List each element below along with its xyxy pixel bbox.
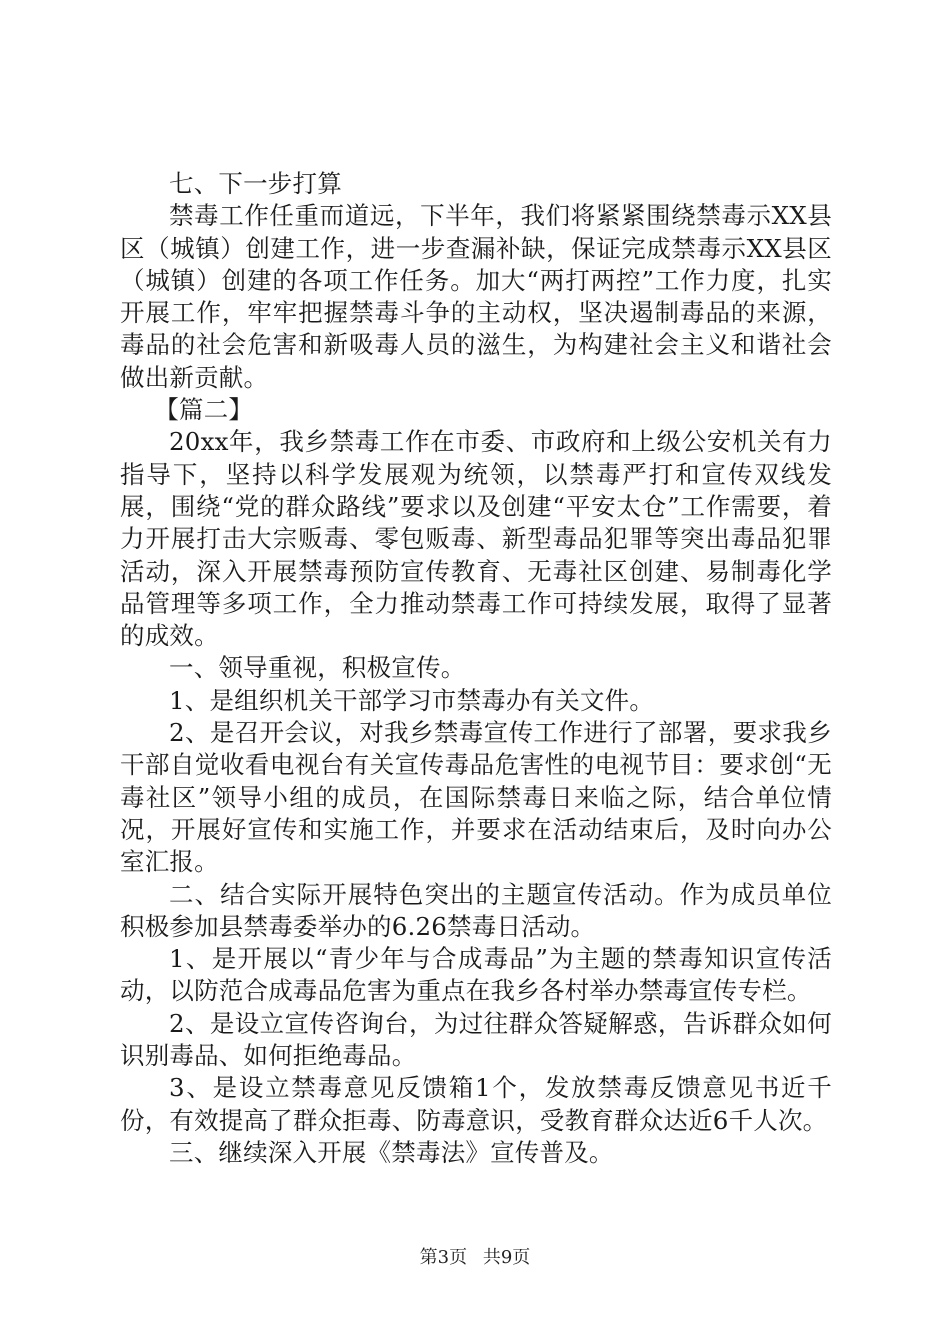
paragraph-plan: 禁毒工作任重而道远，下半年，我们将紧紧围绕禁毒示XX县区（城镇）创建工作，进一步查漏补缺，保证完成禁毒示XX县区（城镇）创建的各项工作任务。加大“两打两控”工作力度，扎实开展工作，牢牢把握禁毒斗争的主动权，坚决遏制毒品的来源，毒品的社会危害和新吸毒人员的滋生，为构建社会主义和谐社会做出新贡献。 — [120, 201, 832, 392]
paragraph-item-2-2: 2、是设立宣传咨询台，为过往群众答疑解惑，告诉群众如何识别毒品、如何拒绝毒品。 — [120, 1008, 832, 1071]
section-heading-three: 三、继续深入开展《禁毒法》宣传普及。 — [169, 1137, 614, 1167]
page-total: 共9页 — [482, 1247, 531, 1268]
document-body — [120, 168, 832, 1169]
part-two-title: 【篇二】 — [154, 395, 254, 425]
section-heading-one: 一、领导重视，积极宣传。 — [169, 653, 466, 683]
paragraph-item-2: 2、是召开会议，对我乡禁毒宣传工作进行了部署，要求我乡干部自觉收看电视台有关宣传毒品危害性的电视节目：要求创“无毒社区”领导小组的成员，在国际禁毒日来临之际，结合单位情况，开展好宣传和实施工作，并要求在活动结束后，及时向办公室汇报。 — [120, 718, 832, 877]
paragraph-item-1: 1、是组织机关干部学习市禁毒办有关文件。 — [169, 685, 655, 715]
section-heading-plan: 七、下一步打算 — [169, 169, 342, 198]
page-number: 第3页 — [419, 1247, 468, 1268]
section-heading-two: 二、结合实际开展特色突出的主题宣传活动。作为成员单位积极参加县禁毒委举办的6.26禁毒日活动。 — [120, 879, 832, 941]
page-footer — [0, 1243, 950, 1269]
paragraph-item-2-3: 3、是设立禁毒意见反馈箱1个，发放禁毒反馈意见书近千份，有效提高了群众拒毒、防毒意识，受教育群众达近6千人次。 — [120, 1073, 832, 1135]
paragraph-intro: 20xx年，我乡禁毒工作在市委、市政府和上级公安机关有力指导下，坚持以科学发展观为统领，以禁毒严打和宣传双线发展，围绕“党的群众路线”要求以及创建“平安太仓”工作需要，着力开展打击大宗贩毒、零包贩毒、新型毒品犯罪等突出毒品犯罪活动，深入开展禁毒预防宣传教育、无毒社区创建、易制毒化学品管理等多项工作，全力推动禁毒工作可持续发展，取得了显著的成效。 — [120, 427, 832, 651]
paragraph-item-2-1: 1、是开展以“青少年与合成毒品”为主题的禁毒知识宣传活动，以防范合成毒品危害为重点在我乡各村举办禁毒宣传专栏。 — [120, 944, 832, 1006]
